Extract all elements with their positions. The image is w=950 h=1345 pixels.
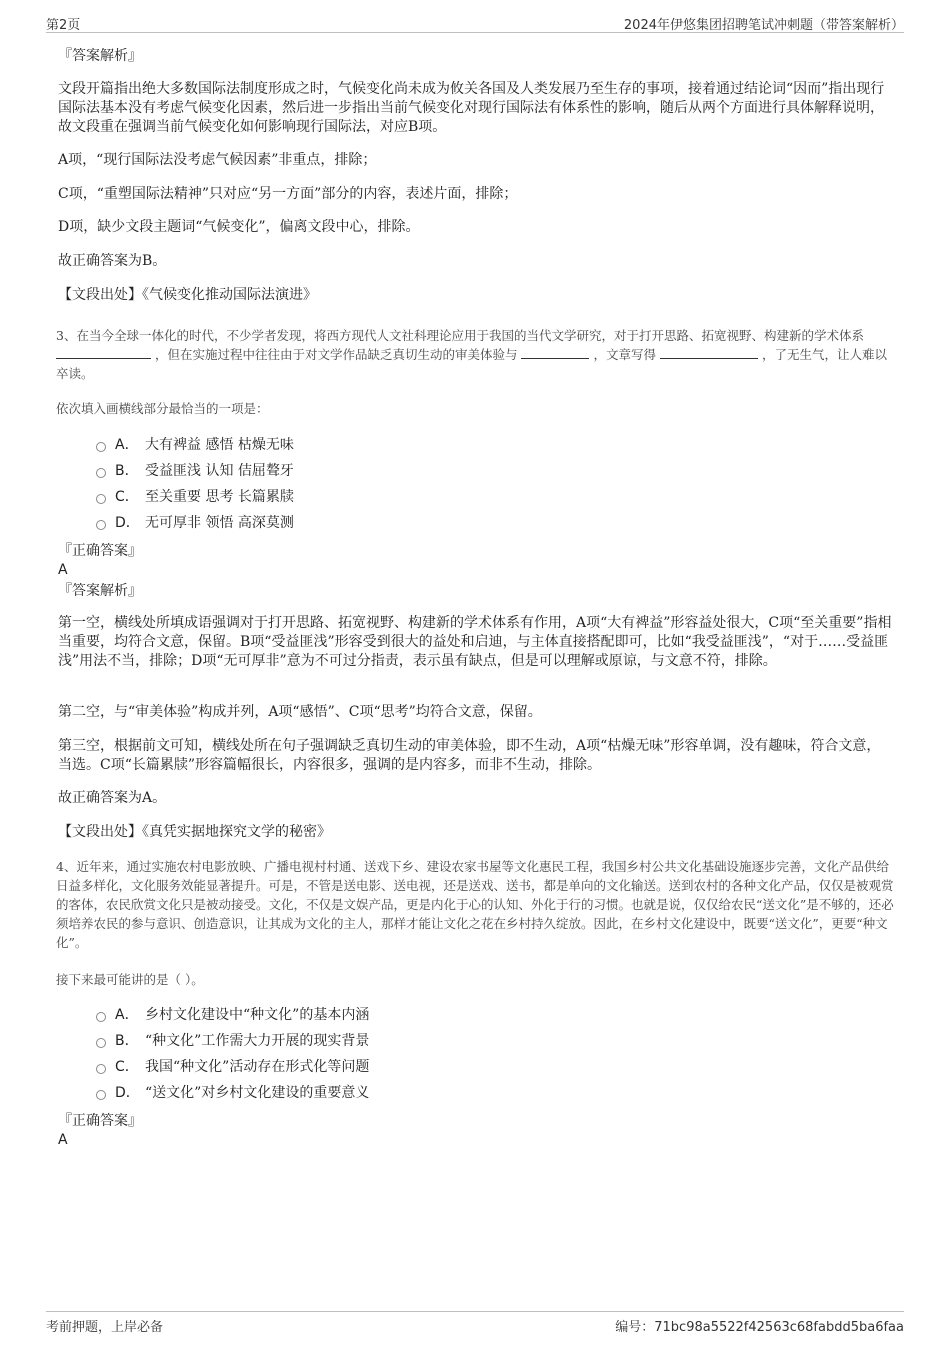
q3-option-d[interactable]: D． 无可厚非 领悟 高深莫测 [96, 513, 294, 533]
q3-analysis-paragraph: 第三空，根据前文可知，横线处所在句子强调缺乏真切生动的审美体验，即不生动，A项“枯燥无味”形容单调，没有趣味，符合文意，当选。C项“长篇累牍”形容篇幅很长，内容很多，强调的是内容多，而非不生动，排除。 [58, 738, 881, 773]
page-number: 第2页 [46, 18, 81, 33]
fill-blank [660, 346, 758, 359]
q3-stem: 3、在当今全球一体化的时代，不少学者发现，将西方现代人文社科理论应用于我国的当代文学研究，对于打开思路、拓宽视野、构建新的学术体系 ，但在实施过程中往往由于对文学作品缺乏真切生动的审美体验与 ，文章写得 ，了无生气，让人难以卒读。 [56, 328, 887, 381]
q4-option-b[interactable]: B． “种文化”工作需大力开展的现实背景 [96, 1031, 369, 1051]
radio-icon[interactable] [96, 1038, 106, 1048]
radio-icon[interactable] [96, 1064, 106, 1074]
q3-correct-answer: A [58, 562, 68, 578]
radio-icon[interactable] [96, 1012, 106, 1022]
q4-correct-label: 『正确答案』 [58, 1113, 142, 1129]
q2-analysis-paragraph: C项，“重塑国际法精神”只对应“另一方面”部分的内容，表述片面，排除； [58, 186, 518, 202]
q2-source: 【文段出处】《气候变化推动国际法演进》 [58, 287, 317, 303]
q4-option-a[interactable]: A． 乡村文化建设中“种文化”的基本内涵 [96, 1005, 369, 1025]
q3-prompt: 依次填入画横线部分最恰当的一项是： [56, 401, 269, 416]
radio-icon[interactable] [96, 468, 106, 478]
q3-option-c[interactable]: C． 至关重要 思考 长篇累牍 [96, 487, 294, 507]
q4-option-c[interactable]: C． 我国“种文化”活动存在形式化等问题 [96, 1057, 369, 1077]
q4-stem: 4、近年来，通过实施农村电影放映、广播电视村村通、送戏下乡、建设农家书屋等文化惠民工程，我国乡村公共文化基础设施逐步完善，文化产品供给日益多样化，文化服务效能显著提升。可是，不管是送电影、送电视，还是送戏、送书，都是单向的文化输送。送到农村的各种文化产品，仅仅是被观赏的客体，农民欣赏文化只是被动接受。文化，不仅是文娱产品，更是内化于心的认知、外化于行的习惯。也就是说，仅仅给农民“送文化”是不够的，还必须培养农民的参与意识、创造意识，让其成为文化的主人，那样才能让文化之花在乡村持久绽放。因此，在乡村文化建设中，既要“送文化”，更要“种文化”。 [56, 859, 894, 950]
q2-analysis-label: 『答案解析』 [58, 48, 142, 64]
radio-icon[interactable] [96, 442, 106, 452]
q3-analysis-label: 『答案解析』 [58, 583, 142, 599]
q4-option-d[interactable]: D． “送文化”对乡村文化建设的重要意义 [96, 1083, 369, 1103]
page-footer [46, 1311, 904, 1336]
q3-analysis-paragraph: 第二空，与“审美体验”构成并列，A项“感悟”、C项“思考”均符合文意，保留。 [58, 704, 542, 720]
q3-option-a[interactable]: A． 大有裨益 感悟 枯燥无味 [96, 435, 294, 455]
q4-correct-answer: A [58, 1132, 68, 1148]
document-code: 编号：71bc98a5522f42563c68fabdd5ba6faa [615, 1320, 904, 1335]
radio-icon[interactable] [96, 1090, 106, 1100]
document-title: 2024年伊悠集团招聘笔试冲刺题（带答案解析） [623, 18, 904, 33]
radio-icon[interactable] [96, 520, 106, 530]
page-header [46, 12, 904, 33]
q3-correct-label: 『正确答案』 [58, 543, 142, 559]
q2-analysis-paragraph: 文段开篇指出绝大多数国际法制度形成之时，气候变化尚未成为攸关各国及人类发展乃至生存的事项，接着通过结论词“因而”指出现行国际法基本没有考虑气候变化因素，然后进一步指出当前气候变化对现行国际法有体系性的影响，随后从两个方面进行具体解释说明，故文段重在强调当前气候变化如何影响现行国际法，对应B项。 [58, 81, 885, 135]
q2-analysis-paragraph: 故正确答案为B。 [58, 253, 167, 269]
fill-blank [56, 346, 151, 359]
radio-icon[interactable] [96, 494, 106, 504]
q3-source: 【文段出处】《真凭实据地探究文学的秘密》 [58, 824, 331, 840]
footer-slogan: 考前押题，上岸必备 [46, 1320, 164, 1335]
q4-prompt: 接下来最可能讲的是（ ）。 [56, 972, 204, 987]
q2-analysis-paragraph: D项，缺少文段主题词“气候变化”，偏离文段中心，排除。 [58, 219, 420, 235]
q3-analysis-paragraph: 故正确答案为A。 [58, 790, 167, 806]
fill-blank [521, 346, 589, 359]
q3-option-b[interactable]: B． 受益匪浅 认知 佶屈聱牙 [96, 461, 294, 481]
q2-analysis-paragraph: A项，“现行国际法没考虑气候因素”非重点，排除； [58, 152, 377, 168]
q3-analysis-paragraph: 第一空，横线处所填成语强调对于打开思路、拓宽视野、构建新的学术体系有作用，A项“大有裨益”形容益处很大，C项“至关重要”指相当重要，均符合文意，保留。B项“受益匪浅”形容受到很大的益处和启迪，与主体直接搭配即可，比如“我受益匪浅”，“对于……受益匪浅”用法不当，排除；D项“无可厚非”意为不可过分指责，表示虽有缺点，但是可以理解或原谅，与文意不符，排除。 [58, 615, 892, 669]
